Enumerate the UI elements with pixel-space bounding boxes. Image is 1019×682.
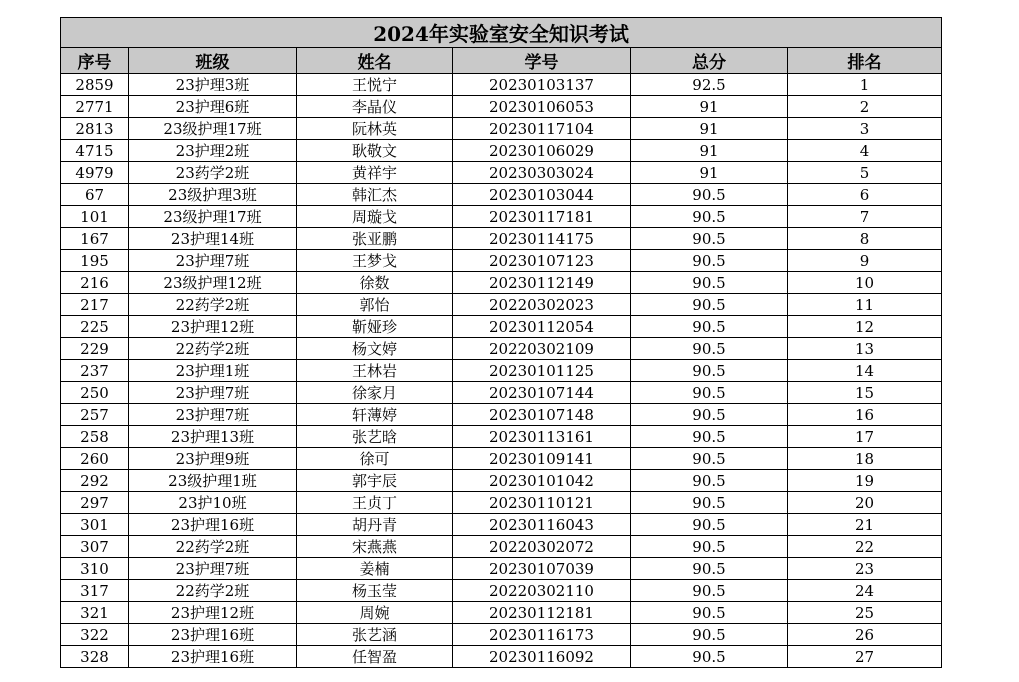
cell-name: 张艺晗 bbox=[297, 426, 453, 448]
cell-serial: 297 bbox=[61, 492, 129, 514]
cell-score: 91 bbox=[631, 118, 788, 140]
cell-student-id: 20230106029 bbox=[453, 140, 631, 162]
cell-serial: 237 bbox=[61, 360, 129, 382]
cell-name: 徐数 bbox=[297, 272, 453, 294]
cell-serial: 167 bbox=[61, 228, 129, 250]
cell-class: 23护理7班 bbox=[129, 382, 297, 404]
cell-class: 23护理7班 bbox=[129, 250, 297, 272]
cell-score: 90.5 bbox=[631, 470, 788, 492]
cell-name: 任智盈 bbox=[297, 646, 453, 668]
cell-student-id: 20230101042 bbox=[453, 470, 631, 492]
cell-score: 90.5 bbox=[631, 646, 788, 668]
cell-score: 90.5 bbox=[631, 228, 788, 250]
cell-score: 90.5 bbox=[631, 184, 788, 206]
cell-score: 90.5 bbox=[631, 536, 788, 558]
cell-student-id: 20230112054 bbox=[453, 316, 631, 338]
table-row bbox=[61, 272, 942, 294]
cell-name: 徐家月 bbox=[297, 382, 453, 404]
header-score: 总分 bbox=[631, 48, 788, 74]
cell-rank: 8 bbox=[788, 228, 942, 250]
table-row bbox=[61, 140, 942, 162]
cell-student-id: 20230116043 bbox=[453, 514, 631, 536]
cell-serial: 307 bbox=[61, 536, 129, 558]
cell-rank: 7 bbox=[788, 206, 942, 228]
cell-name: 王贞丁 bbox=[297, 492, 453, 514]
cell-class: 23护10班 bbox=[129, 492, 297, 514]
exam-ranking-table bbox=[60, 17, 942, 668]
cell-serial: 225 bbox=[61, 316, 129, 338]
cell-name: 耿敬文 bbox=[297, 140, 453, 162]
cell-class: 23护理7班 bbox=[129, 404, 297, 426]
cell-score: 90.5 bbox=[631, 448, 788, 470]
cell-serial: 328 bbox=[61, 646, 129, 668]
cell-class: 23级护理17班 bbox=[129, 118, 297, 140]
cell-name: 靳娅珍 bbox=[297, 316, 453, 338]
cell-serial: 195 bbox=[61, 250, 129, 272]
table-row bbox=[61, 536, 942, 558]
cell-student-id: 20230114175 bbox=[453, 228, 631, 250]
cell-serial: 4715 bbox=[61, 140, 129, 162]
cell-score: 90.5 bbox=[631, 492, 788, 514]
cell-serial: 2771 bbox=[61, 96, 129, 118]
cell-class: 23护理1班 bbox=[129, 360, 297, 382]
cell-name: 郭宇辰 bbox=[297, 470, 453, 492]
cell-class: 23护理2班 bbox=[129, 140, 297, 162]
cell-name: 杨玉莹 bbox=[297, 580, 453, 602]
cell-rank: 16 bbox=[788, 404, 942, 426]
cell-student-id: 20230117181 bbox=[453, 206, 631, 228]
cell-score: 90.5 bbox=[631, 426, 788, 448]
cell-student-id: 20230106053 bbox=[453, 96, 631, 118]
cell-class: 23护理16班 bbox=[129, 514, 297, 536]
cell-class: 23护理9班 bbox=[129, 448, 297, 470]
cell-student-id: 20230110121 bbox=[453, 492, 631, 514]
cell-student-id: 20230101125 bbox=[453, 360, 631, 382]
cell-name: 张亚鹏 bbox=[297, 228, 453, 250]
table-row bbox=[61, 96, 942, 118]
table-body bbox=[61, 74, 942, 668]
table-row bbox=[61, 580, 942, 602]
cell-rank: 4 bbox=[788, 140, 942, 162]
table-row bbox=[61, 162, 942, 184]
cell-class: 23级护理3班 bbox=[129, 184, 297, 206]
cell-name: 周璇戈 bbox=[297, 206, 453, 228]
cell-serial: 2859 bbox=[61, 74, 129, 96]
cell-class: 23护理16班 bbox=[129, 646, 297, 668]
cell-rank: 20 bbox=[788, 492, 942, 514]
cell-serial: 321 bbox=[61, 602, 129, 624]
cell-score: 90.5 bbox=[631, 624, 788, 646]
cell-serial: 2813 bbox=[61, 118, 129, 140]
cell-score: 92.5 bbox=[631, 74, 788, 96]
cell-score: 90.5 bbox=[631, 316, 788, 338]
cell-score: 90.5 bbox=[631, 360, 788, 382]
table-row bbox=[61, 228, 942, 250]
table-row bbox=[61, 316, 942, 338]
cell-score: 90.5 bbox=[631, 272, 788, 294]
cell-score: 90.5 bbox=[631, 338, 788, 360]
cell-serial: 101 bbox=[61, 206, 129, 228]
cell-serial: 258 bbox=[61, 426, 129, 448]
cell-student-id: 20220302109 bbox=[453, 338, 631, 360]
cell-rank: 5 bbox=[788, 162, 942, 184]
cell-name: 宋燕燕 bbox=[297, 536, 453, 558]
table-row bbox=[61, 624, 942, 646]
table-row bbox=[61, 360, 942, 382]
cell-score: 90.5 bbox=[631, 382, 788, 404]
cell-student-id: 20230112149 bbox=[453, 272, 631, 294]
cell-name: 郭怡 bbox=[297, 294, 453, 316]
cell-score: 90.5 bbox=[631, 404, 788, 426]
cell-rank: 27 bbox=[788, 646, 942, 668]
title-row bbox=[61, 18, 942, 48]
cell-score: 91 bbox=[631, 96, 788, 118]
cell-class: 23药学2班 bbox=[129, 162, 297, 184]
sheet-title: 2024年实验室安全知识考试 bbox=[61, 18, 942, 48]
cell-name: 黄祥宇 bbox=[297, 162, 453, 184]
cell-name: 王悦宁 bbox=[297, 74, 453, 96]
cell-student-id: 20230107148 bbox=[453, 404, 631, 426]
cell-rank: 6 bbox=[788, 184, 942, 206]
cell-rank: 12 bbox=[788, 316, 942, 338]
table-row bbox=[61, 338, 942, 360]
cell-serial: 301 bbox=[61, 514, 129, 536]
cell-student-id: 20230107144 bbox=[453, 382, 631, 404]
cell-student-id: 20220302023 bbox=[453, 294, 631, 316]
table-row bbox=[61, 602, 942, 624]
cell-name: 姜楠 bbox=[297, 558, 453, 580]
cell-serial: 322 bbox=[61, 624, 129, 646]
cell-class: 23级护理12班 bbox=[129, 272, 297, 294]
cell-rank: 11 bbox=[788, 294, 942, 316]
header-student-id: 学号 bbox=[453, 48, 631, 74]
cell-name: 阮林英 bbox=[297, 118, 453, 140]
cell-class: 23护理13班 bbox=[129, 426, 297, 448]
cell-name: 轩薄婷 bbox=[297, 404, 453, 426]
cell-class: 22药学2班 bbox=[129, 338, 297, 360]
cell-serial: 217 bbox=[61, 294, 129, 316]
cell-rank: 1 bbox=[788, 74, 942, 96]
header-row bbox=[61, 48, 942, 74]
cell-serial: 216 bbox=[61, 272, 129, 294]
cell-class: 23护理16班 bbox=[129, 624, 297, 646]
cell-class: 23护理12班 bbox=[129, 316, 297, 338]
cell-class: 22药学2班 bbox=[129, 294, 297, 316]
cell-score: 91 bbox=[631, 140, 788, 162]
cell-serial: 292 bbox=[61, 470, 129, 492]
cell-rank: 23 bbox=[788, 558, 942, 580]
cell-student-id: 20230107039 bbox=[453, 558, 631, 580]
table-row bbox=[61, 294, 942, 316]
cell-serial: 317 bbox=[61, 580, 129, 602]
cell-student-id: 20230112181 bbox=[453, 602, 631, 624]
cell-class: 23护理14班 bbox=[129, 228, 297, 250]
cell-serial: 310 bbox=[61, 558, 129, 580]
cell-class: 23护理7班 bbox=[129, 558, 297, 580]
cell-class: 23级护理1班 bbox=[129, 470, 297, 492]
cell-serial: 67 bbox=[61, 184, 129, 206]
cell-class: 23护理12班 bbox=[129, 602, 297, 624]
cell-score: 90.5 bbox=[631, 602, 788, 624]
table-row bbox=[61, 646, 942, 668]
cell-name: 王梦戈 bbox=[297, 250, 453, 272]
cell-class: 23级护理17班 bbox=[129, 206, 297, 228]
cell-class: 23护理6班 bbox=[129, 96, 297, 118]
header-serial: 序号 bbox=[61, 48, 129, 74]
cell-rank: 19 bbox=[788, 470, 942, 492]
table-row bbox=[61, 448, 942, 470]
cell-rank: 3 bbox=[788, 118, 942, 140]
header-name: 姓名 bbox=[297, 48, 453, 74]
table-row bbox=[61, 382, 942, 404]
cell-student-id: 20230116092 bbox=[453, 646, 631, 668]
table-row bbox=[61, 206, 942, 228]
cell-student-id: 20230109141 bbox=[453, 448, 631, 470]
table-row bbox=[61, 250, 942, 272]
table-row bbox=[61, 184, 942, 206]
cell-student-id: 20230103137 bbox=[453, 74, 631, 96]
cell-student-id: 20230116173 bbox=[453, 624, 631, 646]
cell-name: 胡丹青 bbox=[297, 514, 453, 536]
cell-class: 22药学2班 bbox=[129, 580, 297, 602]
cell-student-id: 20230103044 bbox=[453, 184, 631, 206]
table-row bbox=[61, 74, 942, 96]
table-row bbox=[61, 470, 942, 492]
table-row bbox=[61, 426, 942, 448]
cell-score: 90.5 bbox=[631, 206, 788, 228]
table-row bbox=[61, 404, 942, 426]
cell-name: 周婉 bbox=[297, 602, 453, 624]
table-row bbox=[61, 492, 942, 514]
cell-student-id: 20220302110 bbox=[453, 580, 631, 602]
cell-rank: 22 bbox=[788, 536, 942, 558]
cell-rank: 2 bbox=[788, 96, 942, 118]
table-row bbox=[61, 514, 942, 536]
cell-student-id: 20230117104 bbox=[453, 118, 631, 140]
header-class: 班级 bbox=[129, 48, 297, 74]
cell-serial: 4979 bbox=[61, 162, 129, 184]
table-row bbox=[61, 118, 942, 140]
cell-score: 90.5 bbox=[631, 558, 788, 580]
cell-class: 22药学2班 bbox=[129, 536, 297, 558]
cell-score: 90.5 bbox=[631, 294, 788, 316]
cell-rank: 17 bbox=[788, 426, 942, 448]
cell-serial: 250 bbox=[61, 382, 129, 404]
cell-serial: 260 bbox=[61, 448, 129, 470]
cell-score: 91 bbox=[631, 162, 788, 184]
cell-score: 90.5 bbox=[631, 514, 788, 536]
cell-rank: 25 bbox=[788, 602, 942, 624]
cell-name: 王林岩 bbox=[297, 360, 453, 382]
cell-rank: 9 bbox=[788, 250, 942, 272]
cell-serial: 229 bbox=[61, 338, 129, 360]
cell-name: 李晶仪 bbox=[297, 96, 453, 118]
cell-student-id: 20230303024 bbox=[453, 162, 631, 184]
cell-rank: 18 bbox=[788, 448, 942, 470]
cell-rank: 13 bbox=[788, 338, 942, 360]
cell-rank: 14 bbox=[788, 360, 942, 382]
cell-student-id: 20230113161 bbox=[453, 426, 631, 448]
cell-class: 23护理3班 bbox=[129, 74, 297, 96]
header-rank: 排名 bbox=[788, 48, 942, 74]
cell-rank: 21 bbox=[788, 514, 942, 536]
cell-score: 90.5 bbox=[631, 250, 788, 272]
cell-rank: 24 bbox=[788, 580, 942, 602]
cell-name: 韩汇杰 bbox=[297, 184, 453, 206]
cell-student-id: 20230107123 bbox=[453, 250, 631, 272]
cell-student-id: 20220302072 bbox=[453, 536, 631, 558]
cell-name: 徐可 bbox=[297, 448, 453, 470]
cell-score: 90.5 bbox=[631, 580, 788, 602]
cell-serial: 257 bbox=[61, 404, 129, 426]
table-row bbox=[61, 558, 942, 580]
cell-name: 张艺涵 bbox=[297, 624, 453, 646]
cell-rank: 10 bbox=[788, 272, 942, 294]
cell-rank: 15 bbox=[788, 382, 942, 404]
cell-rank: 26 bbox=[788, 624, 942, 646]
cell-name: 杨文婷 bbox=[297, 338, 453, 360]
